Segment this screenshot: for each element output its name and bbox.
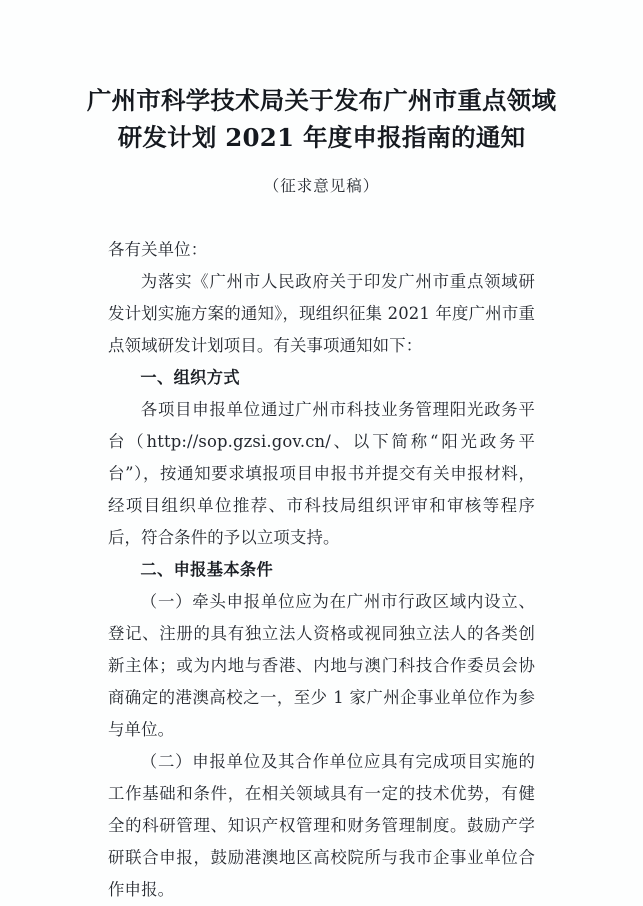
page-title <box>74 82 569 156</box>
page-subtitle: （征求意见稿） <box>263 177 380 195</box>
section-conditions-paragraph-2: （二）申报单位及其合作单位应具有完成项目实施的工作基础和条件，在相关领域具有一定的技术优势，有健全的科研管理、知识产权管理和财务管理制度。鼓励产学研联合申报，鼓励港澳地区高校院所与我市企事业单位合作申报。 <box>108 752 535 899</box>
section-heading-basic-conditions: 二、申报基本条件 <box>140 560 274 579</box>
section-organization-paragraph-1: 各项目申报单位通过广州市科技业务管理阳光政务平台（http://sop.gzsi.gov.cn/、以下简称“阳光政务平台”），按通知要求填报项目申报书并提交有关申报材料，经项目组织单位推荐、市科技局组织评审和审核等程序后，符合条件的予以立项支持。 <box>108 400 535 547</box>
title-block <box>0 0 643 198</box>
intro-paragraph: 为落实《广州市人民政府关于印发广州市重点领域研发计划实施方案的通知》，现组织征集 2021 年度广州市重点领域研发计划项目。有关事项通知如下： <box>108 272 535 355</box>
section-heading-organization: 一、组织方式 <box>140 368 240 387</box>
document-body <box>0 234 643 906</box>
section-conditions-paragraph-1: （一）牵头申报单位应为在广州市行政区域内设立、登记、注册的具有独立法人资格或视同独立法人的各类创新主体；或为内地与香港、内地与澳门科技合作委员会协商确定的港澳高校之一，至少 1 家广州企事业单位作为参与单位。 <box>108 592 535 739</box>
salutation: 各有关单位： <box>108 240 208 259</box>
page-title-line-1: 广州市科学技术局关于发布广州市重点领域 <box>86 86 557 115</box>
page-title-line-2: 研发计划 2021 年度申报指南的通知 <box>117 123 526 152</box>
